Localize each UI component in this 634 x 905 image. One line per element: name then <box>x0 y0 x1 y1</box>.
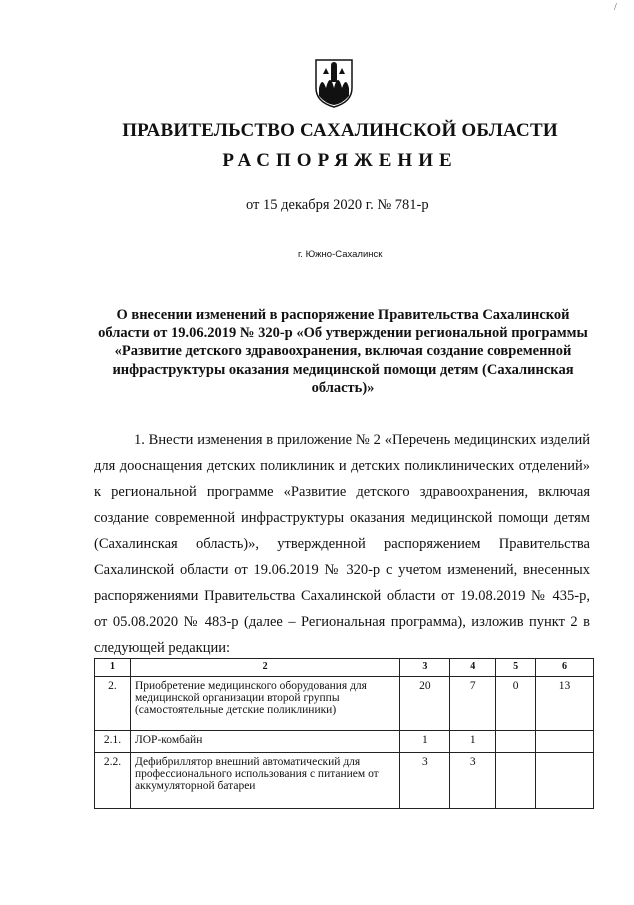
row-col6 <box>536 731 594 753</box>
row-col4: 1 <box>450 731 496 753</box>
row-col4: 3 <box>450 753 496 809</box>
row-col4: 7 <box>450 677 496 731</box>
row-number: 2.2. <box>95 753 131 809</box>
row-col3: 1 <box>400 731 450 753</box>
table-header-cell: 3 <box>400 659 450 677</box>
row-col6 <box>536 753 594 809</box>
coat-of-arms-icon <box>314 58 354 108</box>
row-name: Дефибриллятор внешний автоматический для профессионального использования с питанием от аккумуляторной батареи <box>130 753 399 809</box>
table-row <box>95 677 594 731</box>
row-number: 2.1. <box>95 731 131 753</box>
table-header-cell: 6 <box>536 659 594 677</box>
row-col3: 3 <box>400 753 450 809</box>
row-number: 2. <box>95 677 131 731</box>
table-header-cell: 2 <box>130 659 399 677</box>
government-title: ПРАВИТЕЛЬСТВО САХАЛИНСКОЙ ОБЛАСТИ <box>122 120 558 141</box>
row-name: ЛОР-комбайн <box>130 731 399 753</box>
table-header-cell: 5 <box>496 659 536 677</box>
document-type: РАСПОРЯЖЕНИЕ <box>222 150 458 171</box>
row-col5 <box>496 753 536 809</box>
row-col3: 20 <box>400 677 450 731</box>
table-row <box>95 731 594 753</box>
document-date-number: от 15 декабря 2020 г. № 781-р <box>246 197 429 213</box>
corner-mark: / <box>614 2 617 13</box>
table-header-row <box>95 659 594 677</box>
table-row <box>95 753 594 809</box>
table-header-cell: 1 <box>95 659 131 677</box>
row-name: Приобретение медицинского оборудования для медицинской организации второй группы (самостоятельные детские поликлиники) <box>130 677 399 731</box>
row-col6: 13 <box>536 677 594 731</box>
row-col5: 0 <box>496 677 536 731</box>
table-header-cell: 4 <box>450 659 496 677</box>
body-paragraph: 1. Внести изменения в приложение № 2 «Перечень медицинских изделий для дооснащения детских поликлиник и детских поликлинических отделений» к региональной программе «Развитие детского здравоохранения, включая создание современной инфраструктуры оказания медицинской помощи детям (Сахалинская область)», утвержденной распоряжением Правительства Сахалинской области от 19.06.2019 № 320-р с учетом изменений, внесенных распоряжениями Правительства Сахалинской области от 19.08.2019 № 435-р, от 05.08.2020 № 483-р (далее – Региональная программа), изложив пункт 2 в следующей редакции: <box>94 432 590 656</box>
document-subject: О внесении изменений в распоряжение Правительства Сахалинской области от 19.06.2019 № 320-р «Об утверждении региональной программы «Развитие детского здравоохранения, включая создание современной инфраструктуры оказания медицинской помощи детям (Сахалинская область)» <box>98 307 588 396</box>
equipment-table <box>94 658 594 809</box>
row-col5 <box>496 731 536 753</box>
document-city: г. Южно-Сахалинск <box>298 249 383 260</box>
